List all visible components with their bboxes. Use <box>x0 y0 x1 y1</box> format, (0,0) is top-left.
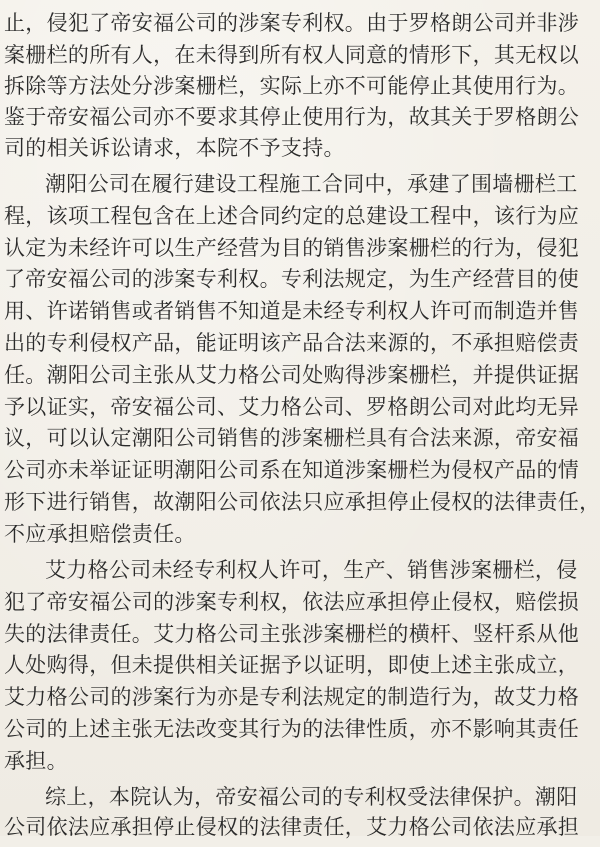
text-line: 任。潮阳公司主张从艾力格公司处购得涉案栅栏，并提供证据 <box>4 363 580 387</box>
paragraph-first-line: 潮阳公司在履行建设工程施工合同中，承建了围墙栅栏工 <box>45 172 578 196</box>
text-line: 公司依法应承担停止侵权的法律责任，艾力格公司依法应承担 <box>4 815 580 839</box>
text-line: 止，侵犯了帝安福公司的涉案专利权。由于罗格朗公司并非涉 <box>4 11 580 35</box>
text-line: 失的法律责任。艾力格公司主张涉案栅栏的横杆、竖杆系从他 <box>4 622 580 646</box>
text-line: 承担。 <box>4 749 68 773</box>
text-line: 了帝安福公司的涉案专利权。专利法规定，为生产经营目的使 <box>4 267 580 291</box>
text-line: 予以证实，帝安福公司、艾力格公司、罗格朗公司对此均无异 <box>4 395 580 419</box>
paragraph-first-line: 综上，本院认为，帝安福公司的专利权受法律保护。潮阳 <box>45 785 578 809</box>
text-line: 出的专利侵权产品，能证明该产品合法来源的，不承担赔偿责 <box>4 331 580 355</box>
paragraph-first-line: 艾力格公司未经专利权人许可，生产、销售涉案栅栏，侵 <box>45 558 578 582</box>
text-line: 犯了帝安福公司的涉案专利权，依法应承担停止侵权，赔偿损 <box>4 590 580 614</box>
text-line: 拆除等方法处分涉案栅栏，实际上亦不可能停止其使用行为。 <box>4 74 580 98</box>
text-line: 鉴于帝安福公司亦不要求其停止使用行为，故其关于罗格朗公 <box>4 105 580 129</box>
text-line: 艾力格公司的涉案行为亦是专利法规定的制造行为，故艾力格 <box>4 685 580 709</box>
text-line: 司的相关诉讼请求，本院不予支持。 <box>4 136 345 160</box>
text-line: 形下进行销售，故潮阳公司依法只应承担停止侵权的法律责任， <box>4 490 600 514</box>
text-line: 公司的上述主张无法改变其行为的法律性质，亦不影响其责任 <box>4 717 580 741</box>
text-line: 不应承担赔偿责任。 <box>4 522 196 546</box>
text-line: 程，该项工程包含在上述合同约定的总建设工程中，该行为应 <box>4 204 580 228</box>
text-line: 案栅栏的所有人，在未得到所有权人同意的情形下，其无权以 <box>4 43 580 67</box>
text-line: 人处购得，但未提供相关证据予以证明，即使上述主张成立， <box>4 653 580 677</box>
text-line: 公司亦未举证证明潮阳公司系在知道涉案栅栏为侵权产品的情 <box>4 458 580 482</box>
text-line: 认定为未经许可以生产经营为目的销售涉案栅栏的行为，侵犯 <box>4 236 580 260</box>
text-line: 议，可以认定潮阳公司销售的涉案栅栏具有合法来源，帝安福 <box>4 426 580 450</box>
text-line: 用、许诺销售或者销售不知道是未经专利权人许可而制造并售 <box>4 299 580 323</box>
